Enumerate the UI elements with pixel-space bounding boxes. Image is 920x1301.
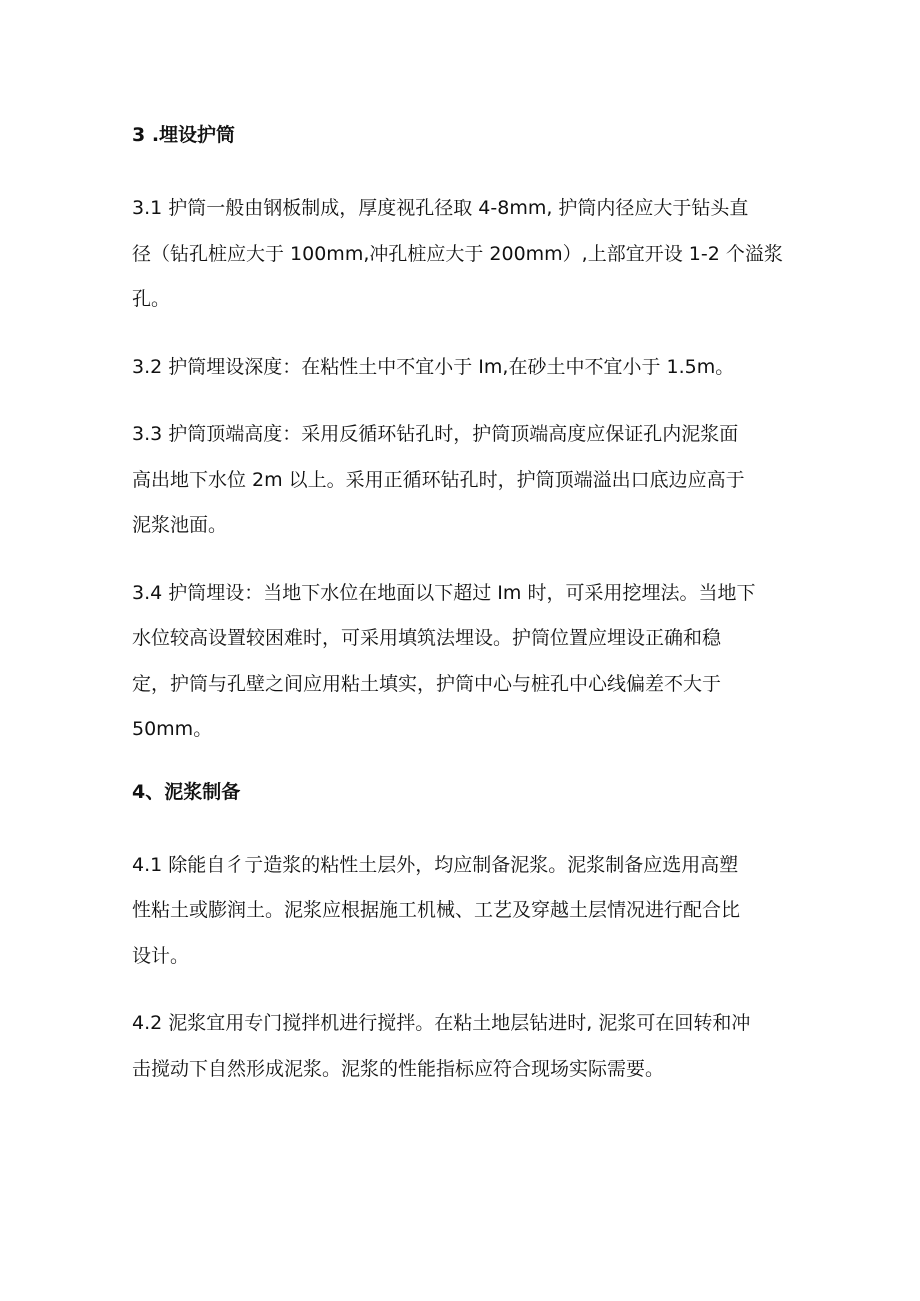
text-line: 3.3 护筒顶端高度：采用反循环钻孔时，护筒顶端高度应保证孔内泥浆面 <box>132 423 739 445</box>
paragraph-3-3 <box>132 412 792 549</box>
text-line: 3.4 护筒埋设：当地下水位在地面以下超过 Im 时，可采用挖埋法。当地下 <box>132 581 756 604</box>
paragraph-3-2 <box>132 345 792 391</box>
text-line: 孔。 <box>132 288 171 310</box>
paragraph-3-4 <box>132 571 792 753</box>
text-line: 击搅动下自然形成泥浆。泥浆的性能指标应符合现场实际需要。 <box>132 1057 665 1080</box>
text-line: 定，护筒与孔壁之间应用粘土填实，护筒中心与桩孔中心线偏差不大于 <box>132 672 722 695</box>
section-4 <box>132 775 792 1093</box>
text-line: 性粘土或膨润土。泥浆应根据施工机械、工艺及穿越土层情况进行配合比 <box>132 899 741 921</box>
paragraph-4-2 <box>132 1001 792 1092</box>
text-line: 泥浆池面。 <box>132 514 228 536</box>
text-line: 4.1 除能自彳亍造浆的粘性土层外，均应制备泥浆。泥浆制备应选用高塑 <box>132 853 739 876</box>
paragraph-4-1 <box>132 843 792 980</box>
paragraph-3-1 <box>132 186 792 323</box>
text-line: 4.2 泥浆宜用专门搅拌机进行搅拌。在粘土地层钻进时, 泥浆可在回转和冲 <box>132 1012 751 1034</box>
text-line: 设计。 <box>132 944 190 967</box>
text-line: 径（钻孔桩应大于 100mm,冲孔桩应大于 200mm）,上部宜开设 1-2 个溢浆 <box>132 242 783 265</box>
section-heading: 4、泥浆制备 <box>132 780 241 803</box>
text-line: 3.2 护筒埋设深度：在粘性土中不宜小于 Im,在砂土中不宜小于 1.5m。 <box>132 355 735 378</box>
text-line: 高出地下水位 2m 以上。采用正循环钻孔时，护筒顶端溢出口底边应高于 <box>132 468 745 491</box>
text-line: 3.1 护筒一般由钢板制成，厚度视孔径取 4-8mm, 护筒内径应大于钻头直 <box>132 197 749 219</box>
text-line: 水位较高设置较困难时，可采用填筑法埋设。护筒位置应埋设正确和稳 <box>132 627 722 649</box>
section-3 <box>132 118 792 753</box>
section-heading: 3 .埋设护筒 <box>132 124 236 146</box>
text-line: 50mm。 <box>132 718 213 740</box>
document-page <box>132 118 792 1114</box>
